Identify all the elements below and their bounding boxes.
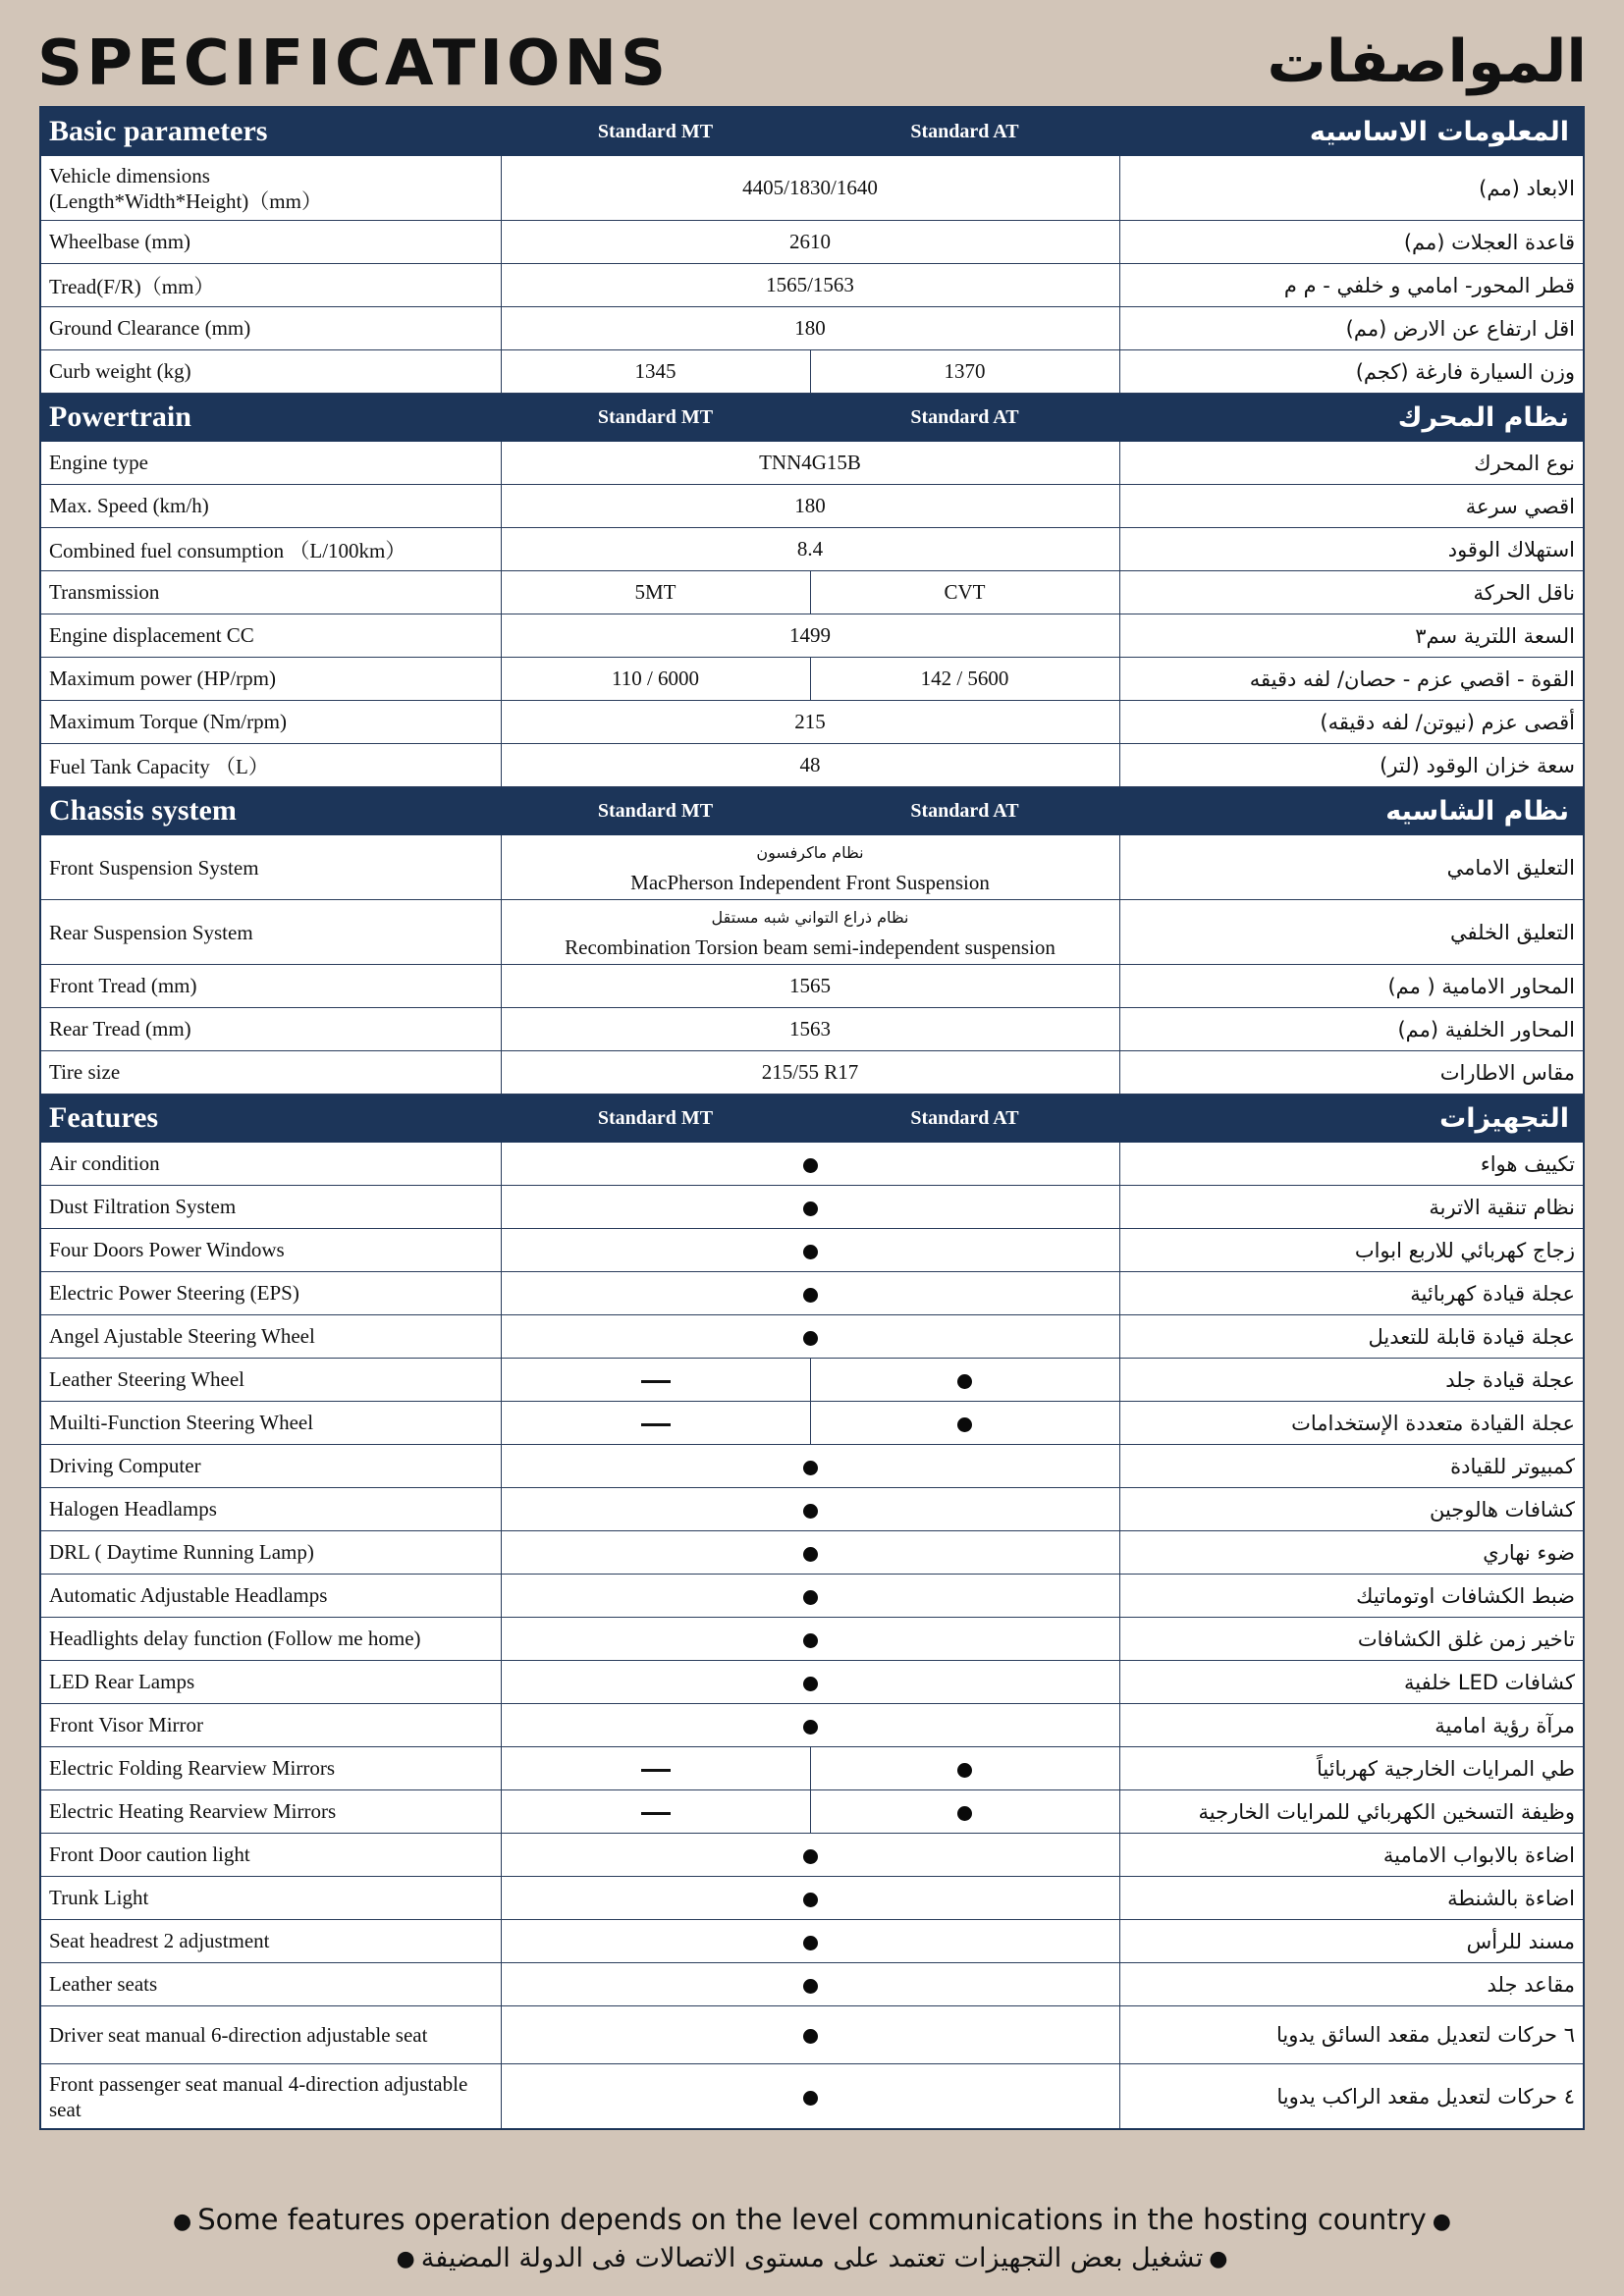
spec-label-text: Muilti-Function Steering Wheel	[49, 1411, 314, 1434]
cell-value: 180	[794, 316, 826, 340]
value-at	[810, 571, 1119, 614]
spec-row	[40, 1747, 1584, 1790]
value-shared	[501, 264, 1119, 307]
section-title-arabic: نظام المحرك	[1119, 394, 1584, 442]
included-dot-icon	[803, 1590, 818, 1605]
value-arabic: نظام ماكرفسون	[756, 842, 864, 862]
cell-value: 142 / 5600	[920, 667, 1009, 690]
spec-row	[40, 1008, 1584, 1051]
spec-label-arabic: استهلاك الوقود	[1119, 528, 1584, 571]
page-title: SPECIFICATIONS	[37, 27, 671, 100]
spec-label-text: Automatic Adjustable Headlamps	[49, 1583, 328, 1607]
spec-row	[40, 1877, 1584, 1920]
value-shared	[501, 1229, 1119, 1272]
spec-label	[40, 1008, 501, 1051]
spec-label-arabic: عجلة قيادة كهربائية	[1119, 1272, 1584, 1315]
spec-label	[40, 307, 501, 350]
value-shared	[501, 1963, 1119, 2006]
spec-label	[40, 1963, 501, 2006]
spec-row	[40, 571, 1584, 614]
value-at	[810, 350, 1119, 394]
spec-label-text: Engine displacement CC	[49, 623, 254, 647]
spec-label-arabic: ٦ حركات لتعديل مقعد السائق يدويا	[1119, 2006, 1584, 2064]
included-dot-icon	[803, 2029, 818, 2044]
spec-label	[40, 1272, 501, 1315]
spec-label	[40, 1618, 501, 1661]
column-header-mt: Standard MT	[501, 107, 810, 156]
cell-value: 5MT	[634, 580, 677, 604]
value-shared	[501, 221, 1119, 264]
spec-label-arabic: ضبط الكشافات اوتوماتيك	[1119, 1575, 1584, 1618]
cell-value: TNN4G15B	[759, 451, 861, 474]
cell-value: 1345	[634, 359, 677, 383]
spec-label-text: Engine type	[49, 451, 148, 474]
spec-label-arabic: طي المرايات الخارجية كهربائياً	[1119, 1747, 1584, 1790]
spec-label-arabic: اضاءة بالشنطة	[1119, 1877, 1584, 1920]
spec-label	[40, 264, 501, 307]
value-shared	[501, 442, 1119, 485]
section-header	[40, 107, 1584, 156]
spec-label-arabic: عجلة القيادة متعددة الإستخدامات	[1119, 1402, 1584, 1445]
cell-value: 4405/1830/1640	[742, 176, 878, 199]
spec-row	[40, 350, 1584, 394]
spec-label	[40, 1051, 501, 1095]
spec-label	[40, 1186, 501, 1229]
included-dot-icon	[957, 1374, 972, 1389]
spec-label	[40, 1661, 501, 1704]
spec-label-text: Electric Heating Rearview Mirrors	[49, 1799, 337, 1823]
column-header-at: Standard AT	[810, 1095, 1119, 1143]
spec-label-text: Seat headrest 2 adjustment	[49, 1929, 270, 1952]
spec-label	[40, 744, 501, 787]
spec-label-text: Tread(F/R)（mm）	[49, 274, 215, 298]
value-shared	[501, 1575, 1119, 1618]
value-shared	[501, 1445, 1119, 1488]
spec-row	[40, 965, 1584, 1008]
spec-label-text: Electric Power Steering (EPS)	[49, 1281, 299, 1305]
included-dot-icon	[803, 1720, 818, 1735]
spec-label-arabic: سعة خزان الوقود (لتر)	[1119, 744, 1584, 787]
cell-value: 180	[794, 494, 826, 517]
spec-label-text: Fuel Tank Capacity （L）	[49, 754, 269, 778]
spec-label	[40, 1402, 501, 1445]
value-shared	[501, 1143, 1119, 1186]
spec-label	[40, 1790, 501, 1834]
not-available-dash-icon	[641, 1769, 671, 1772]
spec-label	[40, 614, 501, 658]
value-shared	[501, 1618, 1119, 1661]
value-at	[810, 658, 1119, 701]
spec-label	[40, 2064, 501, 2130]
spec-row	[40, 1445, 1584, 1488]
included-dot-icon	[803, 1288, 818, 1303]
value-english: MacPherson Independent Front Suspension	[630, 870, 990, 894]
cell-value: 1370	[944, 359, 986, 383]
spec-label-text: Dust Filtration System	[49, 1195, 237, 1218]
spec-label-text: Transmission	[49, 580, 160, 604]
value-mt	[501, 1359, 810, 1402]
spec-label-arabic: نوع المحرك	[1119, 442, 1584, 485]
spec-label-text: Front passenger seat manual 4-direction adjustable seat	[49, 2071, 468, 2121]
spec-row	[40, 1051, 1584, 1095]
spec-label-arabic: عجلة قيادة جلد	[1119, 1359, 1584, 1402]
included-dot-icon	[957, 1806, 972, 1821]
spec-label-text: Driver seat manual 6-direction adjustable seat	[49, 2023, 428, 2047]
value-shared	[501, 900, 1119, 965]
spec-row	[40, 1402, 1584, 1445]
spec-row	[40, 614, 1584, 658]
spec-label	[40, 1531, 501, 1575]
spec-label-arabic: قاعدة العجلات (مم)	[1119, 221, 1584, 264]
spec-label	[40, 1488, 501, 1531]
section-title: Basic parameters	[40, 107, 501, 156]
column-header-at: Standard AT	[810, 787, 1119, 835]
spec-label-arabic: القوة - اقصي عزم - حصان/ لفه دقيقه	[1119, 658, 1584, 701]
spec-label-text: Rear Suspension System	[49, 920, 253, 944]
value-shared	[501, 1834, 1119, 1877]
column-header-mt: Standard MT	[501, 394, 810, 442]
included-dot-icon	[957, 1763, 972, 1778]
spec-label-text: LED Rear Lamps	[49, 1670, 195, 1693]
spec-label-text: Max. Speed (km/h)	[49, 494, 209, 517]
spec-label	[40, 1575, 501, 1618]
spec-label-arabic: المحاور الامامية ( مم)	[1119, 965, 1584, 1008]
spec-label-arabic: مقاعد جلد	[1119, 1963, 1584, 2006]
specifications-table-body	[40, 107, 1584, 2129]
spec-row	[40, 658, 1584, 701]
not-available-dash-icon	[641, 1423, 671, 1426]
spec-label-arabic: عجلة قيادة قابلة للتعديل	[1119, 1315, 1584, 1359]
spec-label-text: Front Tread (mm)	[49, 974, 197, 997]
value-at	[810, 1359, 1119, 1402]
spec-label-text: Halogen Headlamps	[49, 1497, 217, 1521]
cell-value: 1499	[789, 623, 831, 647]
bullet-icon: ●	[396, 2247, 415, 2271]
spec-row	[40, 1963, 1584, 2006]
value-at	[810, 1790, 1119, 1834]
section-title-arabic: التجهيزات	[1119, 1095, 1584, 1143]
spec-label-arabic: ضوء نهاري	[1119, 1531, 1584, 1575]
spec-label-arabic: كمبيوتر للقيادة	[1119, 1445, 1584, 1488]
included-dot-icon	[803, 1677, 818, 1691]
spec-row	[40, 1315, 1584, 1359]
value-shared	[501, 614, 1119, 658]
spec-label-text: Curb weight (kg)	[49, 359, 191, 383]
value-shared	[501, 1315, 1119, 1359]
spec-label-arabic: المحاور الخلفية (مم)	[1119, 1008, 1584, 1051]
spec-label	[40, 2006, 501, 2064]
section-title: Powertrain	[40, 394, 501, 442]
spec-label-text: Ground Clearance (mm)	[49, 316, 251, 340]
spec-label-text: Maximum power (HP/rpm)	[49, 667, 276, 690]
spec-label-text: Trunk Light	[49, 1886, 149, 1909]
value-mt	[501, 571, 810, 614]
spec-label-arabic: كشافات هالوجين	[1119, 1488, 1584, 1531]
value-mt	[501, 658, 810, 701]
cell-value: 2610	[789, 230, 831, 253]
spec-label-arabic: اقصي سرعة	[1119, 485, 1584, 528]
spec-label-arabic: ناقل الحركة	[1119, 571, 1584, 614]
cell-value: 1563	[789, 1017, 831, 1041]
spec-label-arabic: تكييف هواء	[1119, 1143, 1584, 1186]
spec-label-arabic: تاخير زمن غلق الكشافات	[1119, 1618, 1584, 1661]
spec-label	[40, 965, 501, 1008]
column-header-at: Standard AT	[810, 394, 1119, 442]
section-title: Features	[40, 1095, 501, 1143]
spec-label-text: Air condition	[49, 1151, 160, 1175]
spec-row	[40, 744, 1584, 787]
footnote-arabic-text: تشغيل بعض التجهيزات تعتمد على مستوى الاتصالات فى الدولة المضيفة	[420, 2243, 1204, 2273]
spec-row	[40, 900, 1584, 965]
spec-row	[40, 1661, 1584, 1704]
spec-label-text: Front Suspension System	[49, 855, 259, 880]
spec-label-arabic: السعة اللترية سم٣	[1119, 614, 1584, 658]
spec-label	[40, 1445, 501, 1488]
spec-label-arabic: اقل ارتفاع عن الارض (مم)	[1119, 307, 1584, 350]
spec-row	[40, 442, 1584, 485]
bullet-icon: ●	[1209, 2247, 1228, 2271]
spec-label-text: Driving Computer	[49, 1454, 201, 1477]
included-dot-icon	[803, 1245, 818, 1259]
value-shared	[501, 528, 1119, 571]
cell-value: 215/55 R17	[761, 1060, 859, 1084]
value-shared	[501, 744, 1119, 787]
spec-row	[40, 221, 1584, 264]
included-dot-icon	[803, 1461, 818, 1475]
spec-row	[40, 1186, 1584, 1229]
spec-label-text: Front Door caution light	[49, 1842, 250, 1866]
value-shared	[501, 2006, 1119, 2064]
spec-label-arabic: قطر المحور- امامي و خلفي - م م	[1119, 264, 1584, 307]
spec-label-text: Angel Ajustable Steering Wheel	[49, 1324, 315, 1348]
spec-row	[40, 156, 1584, 221]
spec-label-arabic: اضاءة بالابواب الامامية	[1119, 1834, 1584, 1877]
spec-label	[40, 1747, 501, 1790]
value-shared	[501, 701, 1119, 744]
included-dot-icon	[957, 1417, 972, 1432]
spec-label-arabic: ٤ حركات لتعديل مقعد الراكب يدويا	[1119, 2064, 1584, 2130]
spec-label	[40, 1920, 501, 1963]
value-shared	[501, 1008, 1119, 1051]
spec-label	[40, 485, 501, 528]
specifications-table	[39, 106, 1585, 2130]
spec-label-text: Front Visor Mirror	[49, 1713, 204, 1736]
footnote-english	[0, 2203, 1624, 2236]
spec-label	[40, 156, 501, 221]
spec-label	[40, 1359, 501, 1402]
cell-value: 110 / 6000	[611, 667, 700, 690]
spec-label	[40, 835, 501, 900]
spec-label-arabic: نظام تنقية الاتربة	[1119, 1186, 1584, 1229]
included-dot-icon	[803, 2091, 818, 2106]
bullet-icon: ●	[173, 2209, 192, 2234]
cell-value: 215	[794, 710, 826, 733]
section-header	[40, 787, 1584, 835]
spec-label	[40, 701, 501, 744]
spec-row	[40, 1143, 1584, 1186]
spec-row	[40, 1834, 1584, 1877]
spec-row	[40, 835, 1584, 900]
value-shared	[501, 1920, 1119, 1963]
value-mt	[501, 1747, 810, 1790]
footnote-arabic	[0, 2243, 1624, 2273]
spec-row	[40, 1272, 1584, 1315]
value-shared	[501, 2064, 1119, 2130]
included-dot-icon	[803, 1547, 818, 1562]
included-dot-icon	[803, 1158, 818, 1173]
value-shared	[501, 156, 1119, 221]
cell-value: 1565/1563	[766, 273, 854, 296]
spec-row	[40, 1920, 1584, 1963]
spec-label-text: Wheelbase (mm)	[49, 230, 191, 253]
page-title-arabic: المواصفات	[1267, 27, 1587, 96]
spec-row	[40, 1531, 1584, 1575]
cell-value: 1565	[789, 974, 831, 997]
spec-label	[40, 658, 501, 701]
spec-label-arabic: أقصى عزم (نيوتن/ لفه دقيقه)	[1119, 701, 1584, 744]
included-dot-icon	[803, 1893, 818, 1907]
included-dot-icon	[803, 1849, 818, 1864]
spec-label	[40, 1315, 501, 1359]
spec-row	[40, 2064, 1584, 2130]
included-dot-icon	[803, 1201, 818, 1216]
value-shared	[501, 1704, 1119, 1747]
spec-label	[40, 1877, 501, 1920]
spec-label-text: Electric Folding Rearview Mirrors	[49, 1756, 336, 1780]
footnote-english-text: Some features operation depends on the level communications in the hosting country	[197, 2203, 1427, 2236]
spec-row	[40, 1229, 1584, 1272]
spec-label	[40, 1834, 501, 1877]
not-available-dash-icon	[641, 1380, 671, 1383]
included-dot-icon	[803, 1504, 818, 1519]
value-shared	[501, 1051, 1119, 1095]
value-shared	[501, 307, 1119, 350]
spec-label-arabic: الابعاد (مم)	[1119, 156, 1584, 221]
spec-label-text: Combined fuel consumption （L/100km）	[49, 538, 406, 562]
value-shared	[501, 965, 1119, 1008]
spec-label	[40, 528, 501, 571]
cell-value: CVT	[944, 580, 986, 604]
spec-label-text: Leather Steering Wheel	[49, 1367, 245, 1391]
value-at	[810, 1402, 1119, 1445]
spec-label-arabic: وزن السيارة فارغة (كجم)	[1119, 350, 1584, 394]
spec-label	[40, 900, 501, 965]
section-header	[40, 394, 1584, 442]
spec-label-arabic: وظيفة التسخين الكهربائي للمرايات الخارجية	[1119, 1790, 1584, 1834]
section-title: Chassis system	[40, 787, 501, 835]
spec-label	[40, 221, 501, 264]
spec-row	[40, 264, 1584, 307]
included-dot-icon	[803, 1633, 818, 1648]
spec-label-text: Vehicle dimensions (Length*Width*Height)（mm）	[49, 163, 322, 213]
spec-row	[40, 1488, 1584, 1531]
spec-label-arabic: مرآة رؤية امامية	[1119, 1704, 1584, 1747]
included-dot-icon	[803, 1979, 818, 1994]
value-at	[810, 1747, 1119, 1790]
spec-label-text: Headlights delay function (Follow me home)	[49, 1627, 421, 1650]
value-shared	[501, 1531, 1119, 1575]
spec-label-arabic: كشافات LED خلفية	[1119, 1661, 1584, 1704]
spec-label-arabic: مسند للرأس	[1119, 1920, 1584, 1963]
column-header-mt: Standard MT	[501, 1095, 810, 1143]
spec-label-arabic: مقاس الاطارات	[1119, 1051, 1584, 1095]
spec-row	[40, 2006, 1584, 2064]
value-shared	[501, 1272, 1119, 1315]
spec-row	[40, 1359, 1584, 1402]
spec-label-arabic: التعليق الخلفي	[1119, 900, 1584, 965]
value-mt	[501, 1402, 810, 1445]
value-arabic: نظام ذراع التواني شبه مستقل	[711, 907, 909, 927]
spec-label	[40, 1229, 501, 1272]
bullet-icon: ●	[1432, 2209, 1451, 2234]
value-shared	[501, 1877, 1119, 1920]
spec-row	[40, 1575, 1584, 1618]
included-dot-icon	[803, 1331, 818, 1346]
value-shared	[501, 1661, 1119, 1704]
cell-value: 48	[799, 753, 821, 776]
spec-label-text: Tire size	[49, 1060, 121, 1084]
value-shared	[501, 835, 1119, 900]
spec-label	[40, 350, 501, 394]
section-title-arabic: نظام الشاسيه	[1119, 787, 1584, 835]
spec-row	[40, 1790, 1584, 1834]
spec-row	[40, 307, 1584, 350]
spec-row	[40, 1704, 1584, 1747]
spec-label-text: DRL ( Daytime Running Lamp)	[49, 1540, 314, 1564]
spec-label	[40, 571, 501, 614]
column-header-mt: Standard MT	[501, 787, 810, 835]
value-mt	[501, 350, 810, 394]
spec-label-text: Rear Tread (mm)	[49, 1017, 191, 1041]
cell-value: 8.4	[796, 537, 824, 561]
column-header-at: Standard AT	[810, 107, 1119, 156]
spec-label	[40, 442, 501, 485]
value-shared	[501, 1186, 1119, 1229]
spec-row	[40, 701, 1584, 744]
spec-label-text: Maximum Torque (Nm/rpm)	[49, 710, 287, 733]
value-shared	[501, 485, 1119, 528]
spec-row	[40, 1618, 1584, 1661]
not-available-dash-icon	[641, 1812, 671, 1815]
value-mt	[501, 1790, 810, 1834]
spec-label-arabic: زجاج كهربائي للاربع ابواب	[1119, 1229, 1584, 1272]
spec-row	[40, 528, 1584, 571]
included-dot-icon	[803, 1936, 818, 1950]
spec-label	[40, 1143, 501, 1186]
spec-row	[40, 485, 1584, 528]
value-shared	[501, 1488, 1119, 1531]
spec-label-text: Leather seats	[49, 1972, 158, 1996]
spec-label-arabic: التعليق الامامي	[1119, 835, 1584, 900]
spec-label	[40, 1704, 501, 1747]
spec-label-text: Four Doors Power Windows	[49, 1238, 285, 1261]
section-header	[40, 1095, 1584, 1143]
value-english: Recombination Torsion beam semi-independent suspension	[565, 934, 1056, 959]
section-title-arabic: المعلومات الاساسيه	[1119, 107, 1584, 156]
